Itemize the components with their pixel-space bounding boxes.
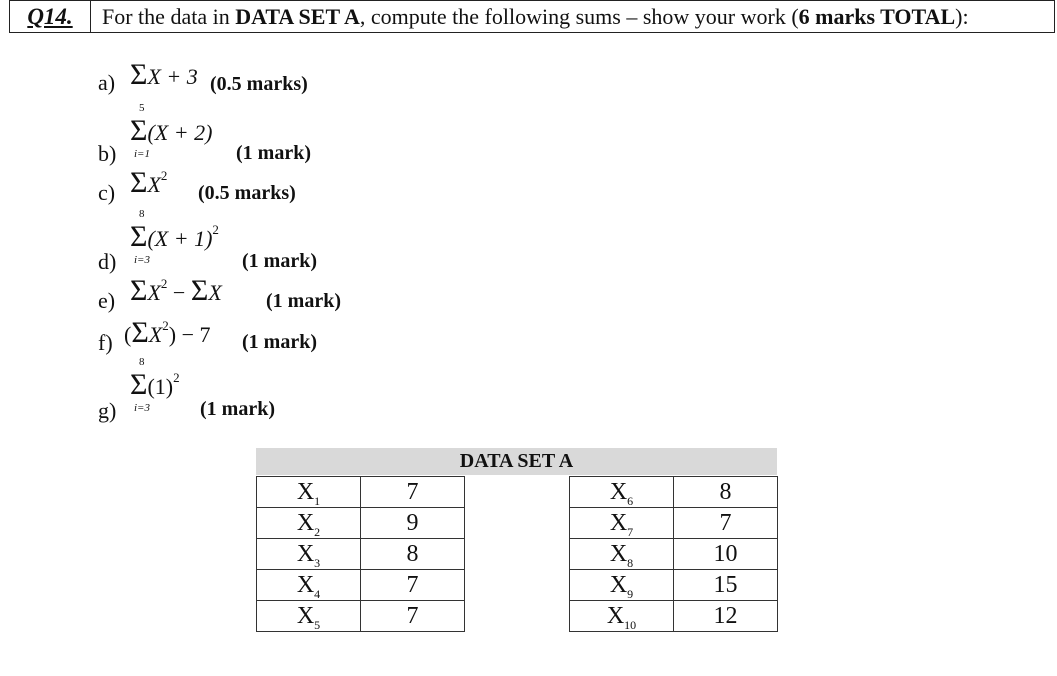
exponent: 2 <box>160 275 168 291</box>
variable-cell <box>257 570 361 601</box>
expression: $(\Sigma X^2) - 7$ <box>124 316 211 349</box>
upper-limit: 8 <box>139 356 145 368</box>
variable-cell <box>257 477 361 508</box>
lower-limit: i=1 <box>134 148 150 160</box>
var: X <box>296 602 315 629</box>
subscript: 3 <box>314 555 321 570</box>
upper-limit: 5 <box>139 102 145 114</box>
variable-cell <box>257 539 361 570</box>
expression-body: (X + 2) <box>147 120 213 145</box>
question-number: Q14. <box>10 1 91 32</box>
var: X <box>296 509 315 536</box>
upper-limit: 8 <box>139 208 145 220</box>
value-cell: 15 <box>674 570 778 601</box>
value-cell: 7 <box>361 601 465 632</box>
subscript: 9 <box>627 586 634 601</box>
variable-cell <box>257 508 361 539</box>
marks: (1 mark) <box>236 142 311 164</box>
value-cell: 8 <box>361 539 465 570</box>
expression-body: X <box>147 172 161 197</box>
value-cell: 10 <box>674 539 778 570</box>
marks: (0.5 marks) <box>210 73 308 95</box>
subscript: 8 <box>627 555 634 570</box>
expression-body: X <box>208 280 222 305</box>
table-row <box>570 539 778 570</box>
question-label: c) <box>98 180 116 205</box>
variable-cell <box>570 477 674 508</box>
var: X <box>606 602 625 629</box>
expression: $\Sigma X^2 - \Sigma X$ <box>130 274 222 307</box>
var: X <box>609 478 628 505</box>
marks: (1 mark) <box>200 398 275 420</box>
subscript: 10 <box>624 617 637 632</box>
marks: (1 mark) <box>242 250 317 272</box>
question-header <box>9 0 1055 33</box>
expression-body: (X + 1) <box>147 226 213 251</box>
expression-body: X + 3 <box>147 64 198 89</box>
variable-cell <box>257 601 361 632</box>
subscript: 7 <box>627 524 634 539</box>
lower-limit: i=3 <box>134 254 150 266</box>
question-label: d) <box>98 249 117 274</box>
exponent: 2 <box>162 317 169 333</box>
table-row <box>257 508 465 539</box>
expression-body: (1) <box>147 374 174 399</box>
expression: $\Sigma X^2$ <box>130 166 168 199</box>
subscript: 4 <box>314 586 321 601</box>
subscript: 1 <box>314 493 321 508</box>
table-row <box>257 477 465 508</box>
subscript: 2 <box>314 524 321 539</box>
expression-body: X <box>147 280 161 305</box>
expression: Σ 8 i=3 $(1)^2$ <box>130 356 180 414</box>
data-set-right-table <box>569 476 778 632</box>
var: X <box>296 540 315 567</box>
expression: ΣX + 3 <box>130 58 198 91</box>
exponent: 2 <box>160 167 168 183</box>
table-row <box>257 601 465 632</box>
var: X <box>609 571 628 598</box>
question-text <box>102 1 969 32</box>
table-row <box>570 570 778 601</box>
question-label: a) <box>98 70 116 95</box>
exponent: 2 <box>212 221 219 237</box>
variable-cell <box>570 601 674 632</box>
table-row <box>257 570 465 601</box>
value-cell: 7 <box>361 477 465 508</box>
var: X <box>296 478 315 505</box>
expression: Σ 8 i=3 $(X + 1)^2$ <box>130 208 219 266</box>
data-set-title: DATA SET A <box>256 448 777 475</box>
value-cell: 8 <box>674 477 778 508</box>
question-label: f) <box>98 330 113 355</box>
variable-cell <box>570 508 674 539</box>
data-set-left-table <box>256 476 465 632</box>
variable-cell <box>570 570 674 601</box>
expression-body: X <box>148 322 163 347</box>
var: X <box>296 571 315 598</box>
value-cell: 12 <box>674 601 778 632</box>
expression-tail: ) − 7 <box>168 322 211 347</box>
exponent: 2 <box>173 369 180 385</box>
question-label: g) <box>98 398 117 423</box>
question-text-part: , compute the following sums – show your work ( <box>359 4 799 29</box>
variable-cell <box>570 539 674 570</box>
question-text-part: For the data in <box>102 4 236 29</box>
table-row <box>570 508 778 539</box>
value-cell: 7 <box>361 570 465 601</box>
question-text-bold: 6 marks TOTAL <box>798 4 956 29</box>
expression: Σ 5 i=1 (X + 2) <box>130 102 213 160</box>
marks: (1 mark) <box>266 290 341 312</box>
table-row <box>570 477 778 508</box>
var: X <box>609 540 628 567</box>
question-label: e) <box>98 288 116 313</box>
marks: (1 mark) <box>242 331 317 353</box>
question-text-part: ): <box>955 4 969 29</box>
marks: (0.5 marks) <box>198 182 296 204</box>
question-label: b) <box>98 141 117 166</box>
var: X <box>609 509 628 536</box>
lower-limit: i=3 <box>134 402 150 414</box>
question-text-bold: DATA SET A <box>235 4 360 29</box>
table-row <box>570 601 778 632</box>
table-row <box>257 539 465 570</box>
value-cell: 9 <box>361 508 465 539</box>
value-cell: 7 <box>674 508 778 539</box>
subscript: 5 <box>314 617 321 632</box>
subscript: 6 <box>627 493 634 508</box>
